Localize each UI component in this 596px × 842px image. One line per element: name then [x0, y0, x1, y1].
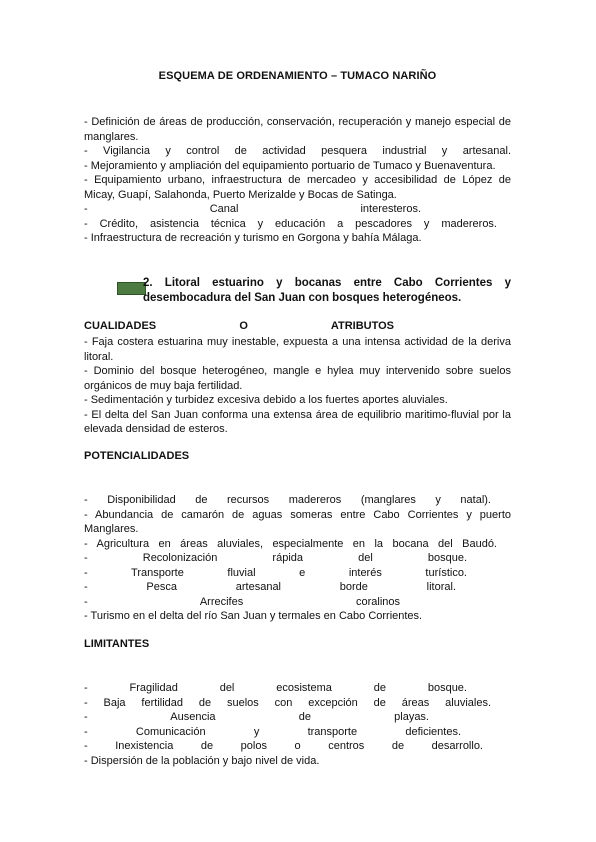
list-item: - Ausencia de playas.: [84, 711, 429, 723]
list-item: - Inexistencia de polos o centros de desarrollo.: [84, 740, 483, 752]
list-item: - Pesca artesanal borde litoral.: [84, 581, 456, 593]
list-item: - Sedimentación y turbidez excesiva debido a los fuertes aportes aluviales.: [84, 394, 448, 406]
list-item: - Comunicación y transporte deficientes.: [84, 725, 461, 738]
list-item: - Dominio del bosque heterogéneo, mangle e hylea muy intervenido sobre suelos orgánicos de muy baja fertilidad.: [84, 365, 511, 392]
cualidades-list: [84, 335, 511, 437]
list-item: - Fragilidad del ecosistema de bosque.: [84, 682, 467, 694]
list-item: - Crédito, asistencia técnica y educación a pescadores y madereros.: [84, 217, 497, 230]
document-title: ESQUEMA DE ORDENAMIENTO – TUMACO NARIÑO: [158, 70, 437, 82]
list-item: - Arrecifes coralinos: [84, 595, 400, 608]
list-item: - Baja fertilidad de suelos con excepción de áreas aluviales.: [84, 696, 491, 709]
section-2-title: 2. Litoral estuarino y bocanas entre Cabo Corrientes y desembocadura del San Juan con bosques heterogéneos.: [143, 277, 511, 304]
list-item: - Disponibilidad de recursos madereros (manglares y natal).: [84, 494, 491, 506]
section-marker-icon: [117, 282, 146, 295]
intro-list: [84, 115, 511, 246]
potencialidades-list: [84, 493, 511, 624]
list-item: - Infraestructura de recreación y turismo en Gorgona y bahía Málaga.: [84, 232, 422, 244]
list-item: - Agricultura en áreas aluviales, especialmente en la bocana del Baudó.: [84, 537, 497, 550]
list-item: - Turismo en el delta del río San Juan y termales en Cabo Corrientes.: [84, 610, 423, 622]
list-item: - El delta del San Juan conforma una extensa área de equilibrio maritimo-fluvial por la elevada densidad de esteros.: [84, 408, 511, 435]
potencialidades-heading: POTENCIALIDADES: [84, 450, 190, 462]
list-item: - Transporte fluvial e interés turístico.: [84, 566, 467, 579]
list-item: - Abundancia de camarón de aguas someras entre Cabo Corrientes y puerto Manglares.: [84, 508, 511, 535]
list-item: - Faja costera estuarina muy inestable, expuesta a una intensa actividad de la deriva litoral.: [84, 336, 511, 363]
list-item: - Definición de áreas de producción, conservación, recuperación y manejo especial de manglares.: [84, 116, 511, 143]
cualidades-heading: CUALIDADES O ATRIBUTOS: [84, 320, 394, 332]
list-item: - Recolonización rápida del bosque.: [84, 552, 467, 564]
list-item: - Equipamiento urbano, infraestructura de mercadeo y accesibilidad de López de Micay, Guapí, Salahonda, Puerto Merizalde y Bocas de Satinga.: [84, 174, 511, 201]
list-item: - Vigilancia y control de actividad pesquera industrial y artesanal.: [84, 145, 511, 157]
list-item: - Dispersión de la población y bajo nivel de vida.: [84, 754, 320, 767]
limitantes-list: [84, 681, 511, 768]
list-item: - Canal interesteros.: [84, 203, 421, 215]
list-item: - Mejoramiento y ampliación del equipamiento portuario de Tumaco y Buenaventura.: [84, 159, 496, 172]
limitantes-heading: LIMITANTES: [84, 638, 150, 650]
